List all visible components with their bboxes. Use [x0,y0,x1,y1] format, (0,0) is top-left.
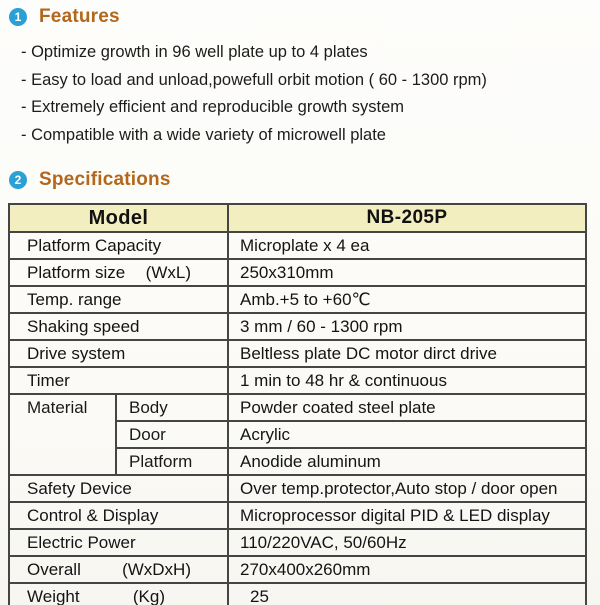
row-value: Anodide aluminum [228,448,586,475]
row-label: Electric Power [9,529,228,556]
row-label: Drive system [9,340,228,367]
row-unit-text: (Kg) [132,586,165,605]
material-subrow-name: Body [116,394,228,421]
row-value: 25 [228,583,586,605]
feature-item: - Extremely efficient and reproducible growth system [21,98,405,116]
specifications-table [8,203,587,605]
row-value: Amb.+5 to +60℃ [228,286,586,313]
row-label: Platform Capacity [9,232,228,259]
feature-item: - Optimize growth in 96 well plate up to 4 plates [21,43,368,61]
row-unit-text: (WxL) [145,262,191,282]
table-row [9,232,586,259]
table-row [9,502,586,529]
row-value: 110/220VAC, 50/60Hz [228,529,586,556]
features-heading-row [0,7,600,27]
specifications-heading: Specifications [39,169,171,190]
circle-number-1-icon: 1 [9,8,27,26]
table-row [9,529,586,556]
features-heading: Features [39,6,120,27]
row-label: Temp. range [9,286,228,313]
row-value: 250x310mm [228,259,586,286]
table-row [9,367,586,394]
row-label-text: Overall [27,559,81,579]
circle-number-2-icon: 2 [9,171,27,189]
features-list [0,39,600,149]
feature-item: - Compatible with a wide variety of microwell plate [21,125,386,144]
specifications-heading-row [0,170,600,190]
features-section [0,0,600,149]
row-label-text: Platform size [27,262,126,282]
table-row [9,475,586,502]
row-label: Safety Device [9,475,228,502]
table-row [9,259,586,286]
row-value: Over temp.protector,Auto stop / door open [228,475,586,502]
specifications-section [0,170,600,605]
feature-item: - Easy to load and unload,powefull orbit motion ( 60 - 1300 rpm) [21,70,487,89]
material-group-label: Material [9,394,116,475]
row-value: Acrylic [228,421,586,448]
row-value: Microprocessor digital PID & LED display [228,502,586,529]
row-label: Timer [9,367,228,394]
row-label-text: Weight [27,586,80,605]
row-unit-text: (WxDxH) [122,559,191,579]
row-label: Shaking speed [9,313,228,340]
row-label [9,556,228,583]
table-header-row [9,204,586,232]
row-label: Control & Display [9,502,228,529]
material-subrow-name: Door [116,421,228,448]
table-row [9,340,586,367]
model-header-cell: Model [9,204,228,232]
row-value: 3 mm / 60 - 1300 rpm [228,313,586,340]
row-label [9,259,228,286]
table-row [9,556,586,583]
material-subrow-name: Platform [116,448,228,475]
row-value: 270x400x260mm [228,556,586,583]
table-row-material-body [9,394,586,421]
table-row [9,583,586,605]
row-value: 1 min to 48 hr & continuous [228,367,586,394]
table-row [9,286,586,313]
row-value: Powder coated steel plate [228,394,586,421]
table-row [9,313,586,340]
row-label [9,583,228,605]
row-value: Microplate x 4 ea [228,232,586,259]
row-value: Beltless plate DC motor dirct drive [228,340,586,367]
model-value-cell: NB-205P [228,204,586,232]
